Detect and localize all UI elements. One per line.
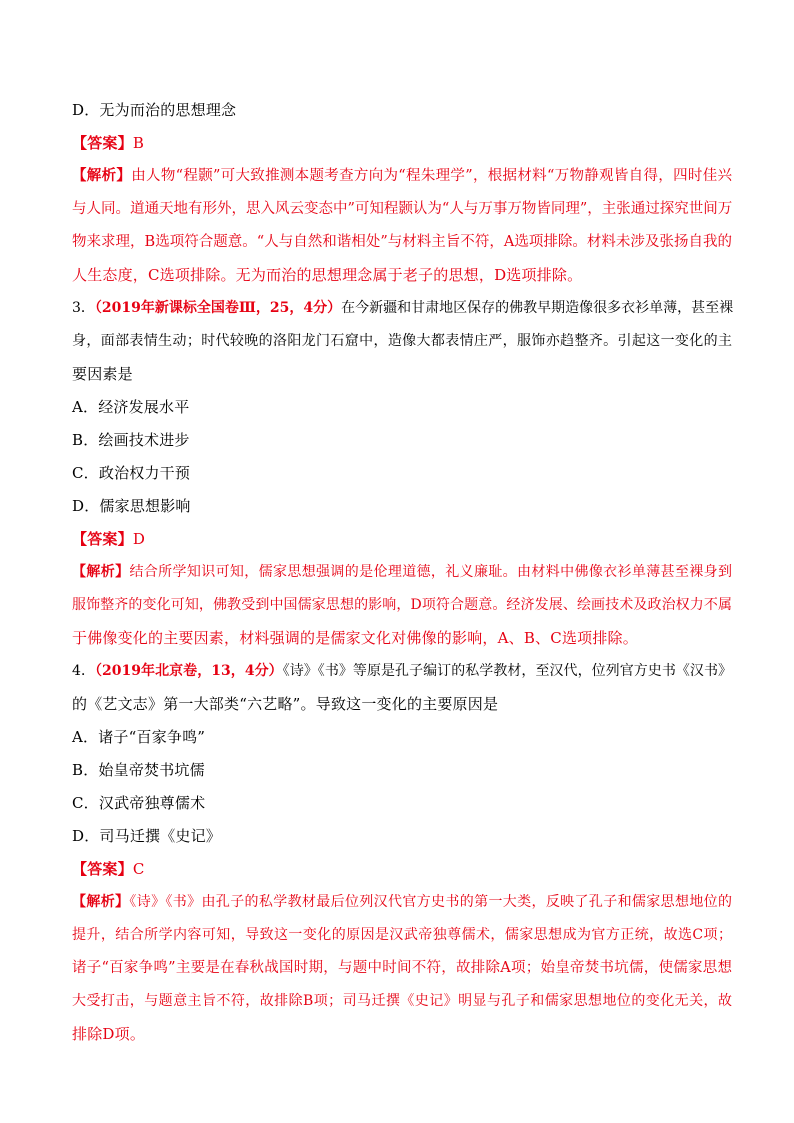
question-number: 3． xyxy=(72,300,95,316)
q4-analysis-line-1 xyxy=(72,892,732,912)
q4-stem-line-1 xyxy=(72,661,732,681)
analysis-text: 由人物“程颢”可大致推测本题考查方向为“程朱理学”，根据材料“万物静观皆自得，四时佳兴 xyxy=(131,168,733,184)
stem-text: 在今新疆和甘肃地区保存的佛教早期造像很多衣衫单薄，甚至裸 xyxy=(341,300,734,316)
question-source: （2019年北京卷，13，4分） xyxy=(95,663,283,679)
analysis-text: 结合所学知识可知，儒家思想强调的是伦理道德，礼义廉耻。由材料中佛像衣衫单薄甚至裸身到 xyxy=(129,564,733,580)
q3-stem-line-1 xyxy=(72,298,732,318)
q2-analysis-line-3: 物来求理，B选项符合题意。“人与自然和谐相处”与材料主旨不符，A选项排除。材料未涉及张扬自我的 xyxy=(72,234,732,250)
q4-analysis-line-4: 大受打击，与题意主旨不符，故排除B项；司马迁撰《史记》明显与孔子和儒家思想地位的变化无关，故 xyxy=(72,993,732,1009)
question-source: （2019年新课标全国卷Ⅲ，25，4分） xyxy=(94,300,342,316)
analysis-label: 【解析】 xyxy=(72,167,132,184)
q2-analysis-line-4: 人生态度，C选项排除。无为而治的思想理念属于老子的思想，D选项排除。 xyxy=(72,266,583,284)
analysis-label: 【解析】 xyxy=(72,894,130,910)
analysis-label: 【解析】 xyxy=(72,564,130,580)
q4-option-a: A．诸子“百家争鸣” xyxy=(72,728,206,746)
q3-analysis-line-3: 于佛像变化的主要因素，材料强调的是儒家文化对佛像的影响，A、B、C选项排除。 xyxy=(72,629,638,647)
q4-analysis-line-5: 排除D项。 xyxy=(72,1025,146,1043)
q2-answer xyxy=(72,133,732,153)
q4-answer xyxy=(72,859,732,879)
q3-analysis-line-1 xyxy=(72,562,732,582)
q3-option-d: D．儒家思想影响 xyxy=(72,497,191,515)
answer-label: 【答案】 xyxy=(72,530,133,548)
answer-label: 【答案】 xyxy=(72,134,133,152)
analysis-text: 《诗》《书》由孔子的私学教材最后位列汉代官方史书的第一大类，反映了孔子和儒家思想地位的 xyxy=(129,894,733,910)
q3-stem-line-3: 要因素是 xyxy=(72,365,133,383)
answer-value: B xyxy=(132,134,145,152)
q4-stem-line-2: 的《艺文志》第一大部类“六艺略”。导致这一变化的主要原因是 xyxy=(72,695,499,713)
q4-option-b: B．始皇帝焚书坑儒 xyxy=(72,761,205,779)
q4-option-d: D．司马迁撰《史记》 xyxy=(72,827,222,845)
answer-label: 【答案】 xyxy=(72,860,133,878)
answer-value: D xyxy=(132,530,146,548)
q3-option-b: B．绘画技术进步 xyxy=(72,431,190,449)
q4-analysis-line-3: 诸子“百家争鸣”主要是在春秋战国时期，与题中时间不符，故排除A项；始皇帝焚书坑儒，使儒家思想 xyxy=(72,960,732,976)
q3-stem-line-2: 身，面部表情生动；时代较晚的洛阳龙门石窟中，造像大都表情庄严，服饰亦趋整齐。引起这一变化的主 xyxy=(72,333,732,349)
stem-text: 《诗》《书》等原是孔子编订的私学教材，至汉代，位列官方史书《汉书》 xyxy=(282,663,732,679)
q3-analysis-line-2: 服饰整齐的变化可知，佛教受到中国儒家思想的影响，D项符合题意。经济发展、绘画技术及政治权力不属 xyxy=(72,597,732,613)
question-number: 4． xyxy=(72,663,95,679)
q4-option-c: C．汉武帝独尊儒术 xyxy=(72,794,206,812)
q2-analysis-line-1 xyxy=(72,166,732,186)
q4-analysis-line-2: 提升，结合所学内容可知，导致这一变化的原因是汉武帝独尊儒术，儒家思想成为官方正统，故选C项； xyxy=(72,927,732,943)
q3-option-a: A．经济发展水平 xyxy=(72,398,190,416)
q2-analysis-line-2: 与人同。道通天地有形外，思入风云变态中”可知程颢认为“人与万事万物皆同理”，主张通过探究世间万 xyxy=(72,201,733,217)
q2-option-d: D．无为而治的思想理念 xyxy=(72,101,237,119)
answer-value: C xyxy=(132,860,145,878)
q3-option-c: C．政治权力干预 xyxy=(72,464,191,482)
q3-answer xyxy=(72,529,732,549)
